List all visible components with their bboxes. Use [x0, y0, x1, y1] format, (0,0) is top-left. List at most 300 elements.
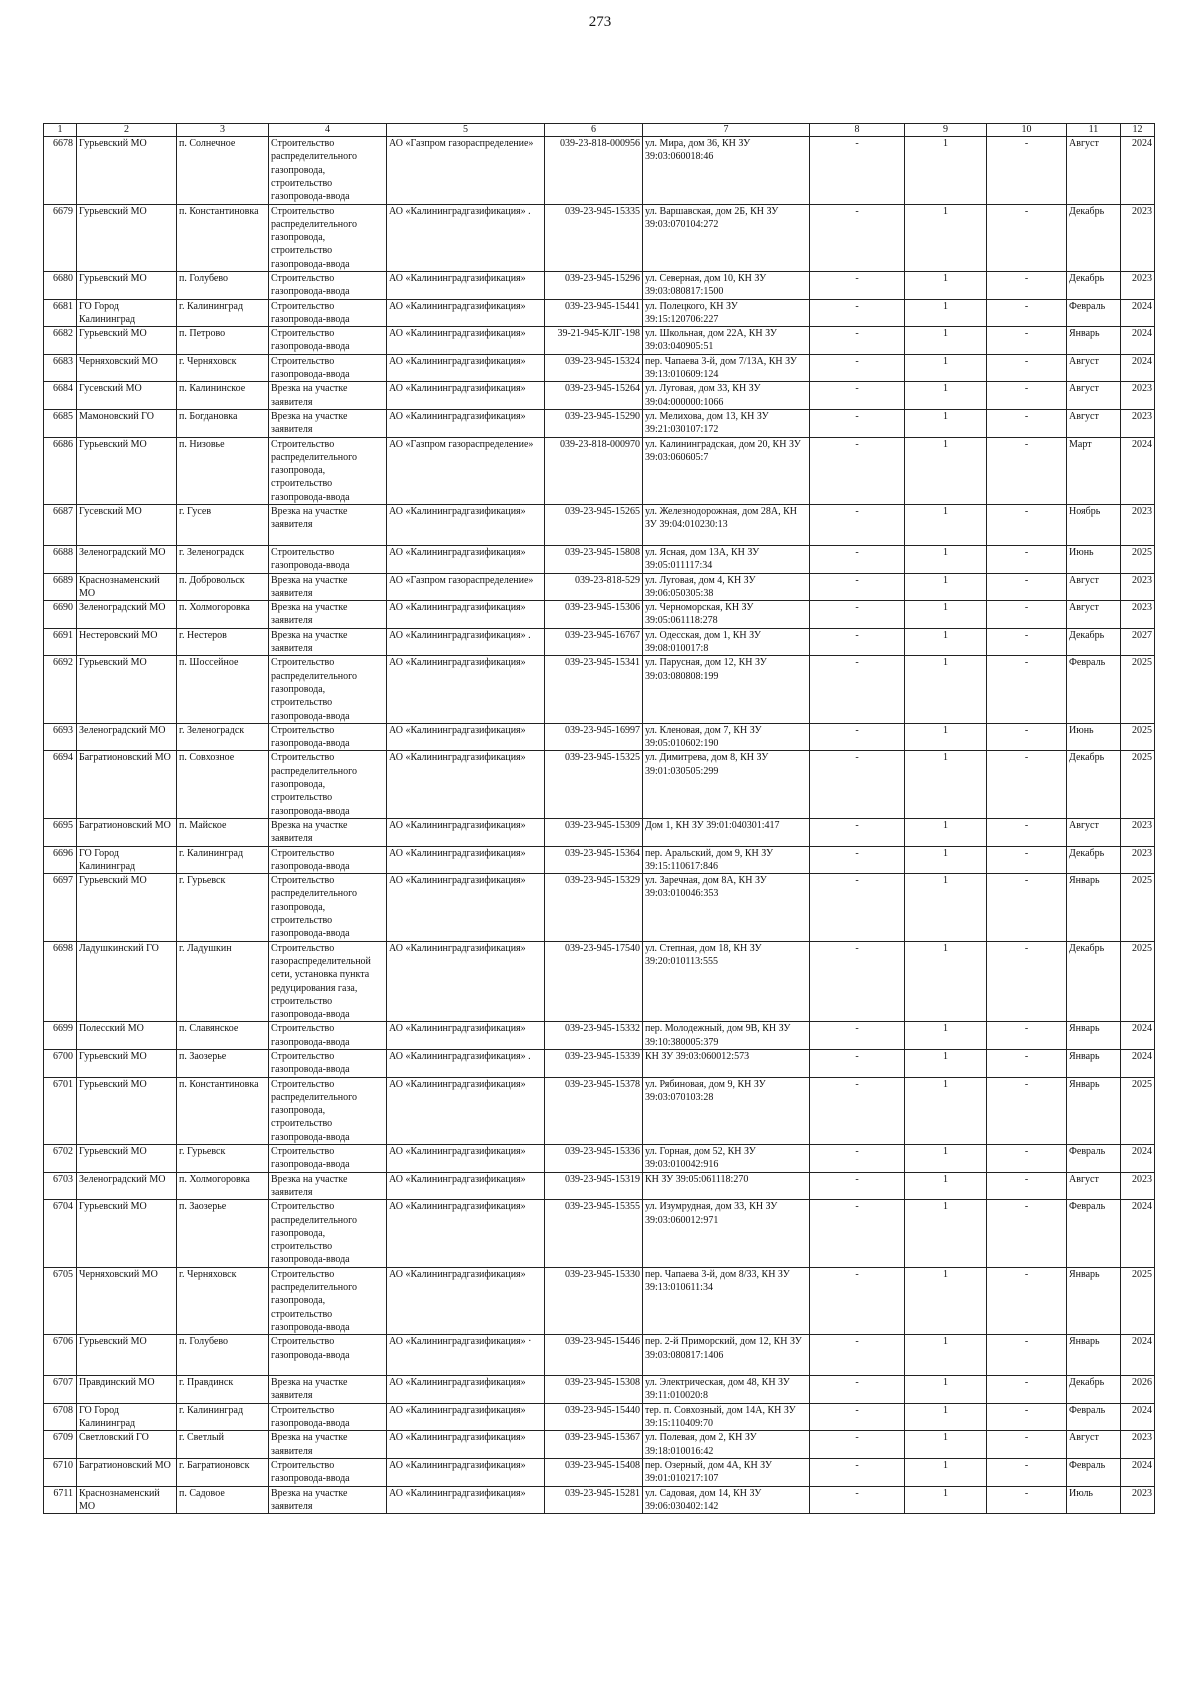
col9-cell: 1: [905, 573, 987, 601]
municipality-cell: Гурьевский МО: [77, 137, 177, 205]
col8-cell: -: [810, 1267, 905, 1335]
address-cell: ул. Садовая, дом 14, КН ЗУ 39:06:030402:142: [643, 1486, 810, 1514]
application-number-cell: 039-23-945-15446: [545, 1335, 643, 1376]
address-cell: ул. Одесская, дом 1, КН ЗУ 39:08:010017:8: [643, 628, 810, 656]
organization-cell: АО «Калининградгазификация»: [387, 846, 545, 874]
col9-cell: 1: [905, 1335, 987, 1376]
year-cell: 2024: [1121, 1200, 1155, 1268]
application-number-cell: 039-23-945-15281: [545, 1486, 643, 1514]
col9-cell: 1: [905, 437, 987, 505]
col8-cell: -: [810, 204, 905, 272]
col9-cell: 1: [905, 409, 987, 437]
month-cell: Январь: [1067, 1267, 1121, 1335]
col8-cell: -: [810, 573, 905, 601]
column-header: 7: [643, 124, 810, 137]
application-number-cell: 039-23-945-17540: [545, 941, 643, 1022]
page-number: 273: [588, 14, 612, 30]
row-number-cell: 6709: [44, 1431, 77, 1459]
year-cell: 2023: [1121, 1172, 1155, 1200]
address-cell: ул. Луговая, дом 4, КН ЗУ 39:06:050305:38: [643, 573, 810, 601]
application-number-cell: 039-23-945-15296: [545, 272, 643, 300]
table-row: [44, 573, 1155, 601]
col10-cell: -: [987, 1403, 1067, 1431]
organization-cell: АО «Газпром газораспределение»: [387, 573, 545, 601]
settlement-cell: г. Гусев: [177, 505, 269, 546]
table-row: [44, 751, 1155, 819]
year-cell: 2025: [1121, 941, 1155, 1022]
organization-cell: АО «Калининградгазификация»: [387, 1145, 545, 1173]
col10-cell: -: [987, 656, 1067, 724]
settlement-cell: п. Богдановка: [177, 409, 269, 437]
gasification-table: [43, 123, 1155, 1514]
col8-cell: -: [810, 1376, 905, 1404]
row-number-cell: 6692: [44, 656, 77, 724]
year-cell: 2025: [1121, 656, 1155, 724]
month-cell: Февраль: [1067, 1145, 1121, 1173]
col8-cell: -: [810, 1335, 905, 1376]
table-row: [44, 272, 1155, 300]
col10-cell: -: [987, 409, 1067, 437]
municipality-cell: Гурьевский МО: [77, 1145, 177, 1173]
col8-cell: -: [810, 327, 905, 355]
organization-cell: АО «Калининградгазификация»: [387, 874, 545, 942]
table-row: [44, 437, 1155, 505]
year-cell: 2025: [1121, 723, 1155, 751]
table-row: [44, 1486, 1155, 1514]
application-number-cell: 039-23-945-16997: [545, 723, 643, 751]
application-number-cell: 039-23-945-15319: [545, 1172, 643, 1200]
row-number-cell: 6693: [44, 723, 77, 751]
row-number-cell: 6705: [44, 1267, 77, 1335]
settlement-cell: г. Гурьевск: [177, 1145, 269, 1173]
address-cell: пер. 2-й Приморский, дом 12, КН ЗУ 39:03:080817:1406: [643, 1335, 810, 1376]
application-number-cell: 039-23-945-15330: [545, 1267, 643, 1335]
municipality-cell: Мамоновский ГО: [77, 409, 177, 437]
year-cell: 2023: [1121, 409, 1155, 437]
col8-cell: -: [810, 818, 905, 846]
table-row: [44, 941, 1155, 1022]
col9-cell: 1: [905, 1145, 987, 1173]
work-type-cell: Строительство газопровода-ввода: [269, 545, 387, 573]
organization-cell: АО «Калининградгазификация»: [387, 545, 545, 573]
work-type-cell: Строительство распределительного газопровода, строительство газопровода-ввода: [269, 1200, 387, 1268]
row-number-cell: 6711: [44, 1486, 77, 1514]
col10-cell: -: [987, 1077, 1067, 1145]
address-cell: пер. Молодежный, дом 9В, КН ЗУ 39:10:380005:379: [643, 1022, 810, 1050]
month-cell: Август: [1067, 1172, 1121, 1200]
year-cell: 2023: [1121, 601, 1155, 629]
col10-cell: -: [987, 1267, 1067, 1335]
table-row: [44, 1403, 1155, 1431]
address-cell: ул. Варшавская, дом 2Б, КН ЗУ 39:03:070104:272: [643, 204, 810, 272]
row-number-cell: 6704: [44, 1200, 77, 1268]
address-cell: ул. Луговая, дом 33, КН ЗУ 39:04:000000:1066: [643, 382, 810, 410]
month-cell: Июль: [1067, 1486, 1121, 1514]
settlement-cell: г. Черняховск: [177, 354, 269, 382]
col8-cell: -: [810, 1145, 905, 1173]
address-cell: ул. Кленовая, дом 7, КН ЗУ 39:05:010602:190: [643, 723, 810, 751]
application-number-cell: 039-23-945-15264: [545, 382, 643, 410]
table-row: [44, 1145, 1155, 1173]
address-cell: ул. Парусная, дом 12, КН ЗУ 39:03:080808:199: [643, 656, 810, 724]
settlement-cell: п. Константиновка: [177, 1077, 269, 1145]
settlement-cell: г. Правдинск: [177, 1376, 269, 1404]
application-number-cell: 039-23-818-529: [545, 573, 643, 601]
organization-cell: АО «Калининградгазификация»: [387, 1200, 545, 1268]
application-number-cell: 039-23-945-15332: [545, 1022, 643, 1050]
month-cell: Январь: [1067, 874, 1121, 942]
row-number-cell: 6678: [44, 137, 77, 205]
table-row: [44, 1335, 1155, 1376]
table-row: [44, 137, 1155, 205]
table-row: [44, 1200, 1155, 1268]
col10-cell: -: [987, 299, 1067, 327]
address-cell: ул. Железнодорожная, дом 28А, КН ЗУ 39:04:010230:13: [643, 505, 810, 546]
municipality-cell: Зеленоградский МО: [77, 545, 177, 573]
year-cell: 2024: [1121, 137, 1155, 205]
application-number-cell: 039-23-818-000970: [545, 437, 643, 505]
work-type-cell: Строительство газораспределительной сети, установка пункта редуцирования газа, строительство газопровода-ввода: [269, 941, 387, 1022]
col10-cell: -: [987, 327, 1067, 355]
month-cell: Декабрь: [1067, 272, 1121, 300]
municipality-cell: Краснознаменский МО: [77, 573, 177, 601]
col9-cell: 1: [905, 1267, 987, 1335]
application-number-cell: 039-23-945-15367: [545, 1431, 643, 1459]
year-cell: 2024: [1121, 299, 1155, 327]
settlement-cell: г. Калининград: [177, 299, 269, 327]
settlement-cell: п. Низовье: [177, 437, 269, 505]
table-row: [44, 1431, 1155, 1459]
table-row: [44, 505, 1155, 546]
column-header: 3: [177, 124, 269, 137]
col10-cell: -: [987, 941, 1067, 1022]
col9-cell: 1: [905, 1022, 987, 1050]
column-header: 4: [269, 124, 387, 137]
municipality-cell: Гурьевский МО: [77, 437, 177, 505]
address-cell: ул. Черноморская, КН ЗУ 39:05:061118:278: [643, 601, 810, 629]
column-header: 2: [77, 124, 177, 137]
municipality-cell: ГО Город Калининград: [77, 1403, 177, 1431]
organization-cell: АО «Калининградгазификация» .: [387, 628, 545, 656]
application-number-cell: 039-23-945-15341: [545, 656, 643, 724]
year-cell: 2025: [1121, 751, 1155, 819]
row-number-cell: 6707: [44, 1376, 77, 1404]
table-row: [44, 1267, 1155, 1335]
month-cell: Январь: [1067, 1335, 1121, 1376]
table-row: [44, 628, 1155, 656]
municipality-cell: Краснознаменский МО: [77, 1486, 177, 1514]
address-cell: ул. Северная, дом 10, КН ЗУ 39:03:080817:1500: [643, 272, 810, 300]
year-cell: 2024: [1121, 1022, 1155, 1050]
year-cell: 2024: [1121, 437, 1155, 505]
row-number-cell: 6697: [44, 874, 77, 942]
col8-cell: -: [810, 628, 905, 656]
year-cell: 2024: [1121, 1458, 1155, 1486]
municipality-cell: Нестеровский МО: [77, 628, 177, 656]
col10-cell: -: [987, 354, 1067, 382]
col9-cell: 1: [905, 1050, 987, 1078]
table-row: [44, 656, 1155, 724]
col9-cell: 1: [905, 1200, 987, 1268]
application-number-cell: 039-23-945-15306: [545, 601, 643, 629]
col10-cell: -: [987, 1335, 1067, 1376]
work-type-cell: Врезка на участке заявителя: [269, 505, 387, 546]
application-number-cell: 039-23-945-15378: [545, 1077, 643, 1145]
col9-cell: 1: [905, 299, 987, 327]
col8-cell: -: [810, 1077, 905, 1145]
organization-cell: АО «Калининградгазификация» .: [387, 1050, 545, 1078]
address-cell: пер. Аральский, дом 9, КН ЗУ 39:15:110617:846: [643, 846, 810, 874]
address-cell: ул. Мелихова, дом 13, КН ЗУ 39:21:030107:172: [643, 409, 810, 437]
year-cell: 2025: [1121, 1077, 1155, 1145]
header-row: [44, 124, 1155, 137]
month-cell: Январь: [1067, 327, 1121, 355]
col10-cell: -: [987, 437, 1067, 505]
col8-cell: -: [810, 1172, 905, 1200]
year-cell: 2026: [1121, 1376, 1155, 1404]
organization-cell: АО «Калининградгазификация»: [387, 505, 545, 546]
settlement-cell: п. Совхозное: [177, 751, 269, 819]
month-cell: Февраль: [1067, 1458, 1121, 1486]
settlement-cell: п. Заозерье: [177, 1050, 269, 1078]
application-number-cell: 039-23-945-15335: [545, 204, 643, 272]
year-cell: 2025: [1121, 874, 1155, 942]
work-type-cell: Строительство газопровода-ввода: [269, 1145, 387, 1173]
address-cell: ул. Калининградская, дом 20, КН ЗУ 39:03:060605:7: [643, 437, 810, 505]
organization-cell: АО «Калининградгазификация»: [387, 1077, 545, 1145]
row-number-cell: 6694: [44, 751, 77, 819]
organization-cell: АО «Калининградгазификация»: [387, 751, 545, 819]
organization-cell: АО «Калининградгазификация»: [387, 1022, 545, 1050]
row-number-cell: 6684: [44, 382, 77, 410]
month-cell: Июнь: [1067, 545, 1121, 573]
address-cell: ул. Электрическая, дом 48, КН ЗУ 39:11:010020:8: [643, 1376, 810, 1404]
month-cell: Декабрь: [1067, 941, 1121, 1022]
table-row: [44, 327, 1155, 355]
col9-cell: 1: [905, 874, 987, 942]
municipality-cell: ГО Город Калининград: [77, 299, 177, 327]
application-number-cell: 039-23-945-15324: [545, 354, 643, 382]
month-cell: Март: [1067, 437, 1121, 505]
col8-cell: -: [810, 1486, 905, 1514]
organization-cell: АО «Калининградгазификация» ·: [387, 1335, 545, 1376]
col8-cell: -: [810, 437, 905, 505]
settlement-cell: г. Гурьевск: [177, 874, 269, 942]
column-header: 6: [545, 124, 643, 137]
work-type-cell: Строительство распределительного газопровода, строительство газопровода-ввода: [269, 1267, 387, 1335]
col9-cell: 1: [905, 656, 987, 724]
table-row: [44, 1077, 1155, 1145]
application-number-cell: 039-23-945-15290: [545, 409, 643, 437]
col9-cell: 1: [905, 1431, 987, 1459]
col8-cell: -: [810, 723, 905, 751]
municipality-cell: Черняховский МО: [77, 354, 177, 382]
table-row: [44, 354, 1155, 382]
organization-cell: АО «Газпром газораспределение»: [387, 137, 545, 205]
organization-cell: АО «Калининградгазификация»: [387, 382, 545, 410]
settlement-cell: г. Багратионовск: [177, 1458, 269, 1486]
col9-cell: 1: [905, 327, 987, 355]
settlement-cell: п. Холмогоровка: [177, 601, 269, 629]
col9-cell: 1: [905, 846, 987, 874]
organization-cell: АО «Калининградгазификация»: [387, 1376, 545, 1404]
settlement-cell: г. Зеленоградск: [177, 545, 269, 573]
col9-cell: 1: [905, 723, 987, 751]
month-cell: Август: [1067, 818, 1121, 846]
settlement-cell: п. Солнечное: [177, 137, 269, 205]
organization-cell: АО «Калининградгазификация»: [387, 818, 545, 846]
work-type-cell: Строительство распределительного газопровода, строительство газопровода-ввода: [269, 204, 387, 272]
work-type-cell: Врезка на участке заявителя: [269, 573, 387, 601]
municipality-cell: Гурьевский МО: [77, 204, 177, 272]
work-type-cell: Врезка на участке заявителя: [269, 1431, 387, 1459]
application-number-cell: 039-23-945-15808: [545, 545, 643, 573]
col10-cell: -: [987, 1145, 1067, 1173]
work-type-cell: Врезка на участке заявителя: [269, 1486, 387, 1514]
col8-cell: -: [810, 941, 905, 1022]
col10-cell: -: [987, 272, 1067, 300]
col9-cell: 1: [905, 382, 987, 410]
col8-cell: -: [810, 409, 905, 437]
row-number-cell: 6679: [44, 204, 77, 272]
address-cell: КН ЗУ 39:05:061118:270: [643, 1172, 810, 1200]
col10-cell: -: [987, 846, 1067, 874]
column-header: 5: [387, 124, 545, 137]
year-cell: 2024: [1121, 1403, 1155, 1431]
municipality-cell: Багратионовский МО: [77, 1458, 177, 1486]
row-number-cell: 6682: [44, 327, 77, 355]
settlement-cell: г. Нестеров: [177, 628, 269, 656]
col10-cell: -: [987, 1200, 1067, 1268]
work-type-cell: Строительство распределительного газопровода, строительство газопровода-ввода: [269, 137, 387, 205]
municipality-cell: Зеленоградский МО: [77, 723, 177, 751]
organization-cell: АО «Калининградгазификация»: [387, 723, 545, 751]
col9-cell: 1: [905, 545, 987, 573]
month-cell: Декабрь: [1067, 204, 1121, 272]
work-type-cell: Врезка на участке заявителя: [269, 1172, 387, 1200]
year-cell: 2025: [1121, 1267, 1155, 1335]
municipality-cell: Гусевский МО: [77, 505, 177, 546]
table-row: [44, 874, 1155, 942]
month-cell: Ноябрь: [1067, 505, 1121, 546]
col10-cell: -: [987, 505, 1067, 546]
settlement-cell: п. Садовое: [177, 1486, 269, 1514]
municipality-cell: Гурьевский МО: [77, 656, 177, 724]
year-cell: 2023: [1121, 573, 1155, 601]
col8-cell: -: [810, 1022, 905, 1050]
organization-cell: АО «Калининградгазификация»: [387, 409, 545, 437]
col9-cell: 1: [905, 628, 987, 656]
col10-cell: -: [987, 545, 1067, 573]
year-cell: 2023: [1121, 272, 1155, 300]
table-row: [44, 299, 1155, 327]
month-cell: Июнь: [1067, 723, 1121, 751]
table-row: [44, 204, 1155, 272]
organization-cell: АО «Калининградгазификация»: [387, 1458, 545, 1486]
month-cell: Февраль: [1067, 1200, 1121, 1268]
address-cell: ул. Горная, дом 52, КН ЗУ 39:03:010042:916: [643, 1145, 810, 1173]
settlement-cell: п. Петрово: [177, 327, 269, 355]
month-cell: Август: [1067, 1431, 1121, 1459]
row-number-cell: 6710: [44, 1458, 77, 1486]
col9-cell: 1: [905, 1077, 987, 1145]
settlement-cell: п. Добровольск: [177, 573, 269, 601]
work-type-cell: Строительство распределительного газопровода, строительство газопровода-ввода: [269, 656, 387, 724]
year-cell: 2023: [1121, 846, 1155, 874]
application-number-cell: 039-23-945-15265: [545, 505, 643, 546]
month-cell: Январь: [1067, 1050, 1121, 1078]
organization-cell: АО «Калининградгазификация»: [387, 327, 545, 355]
month-cell: Февраль: [1067, 1403, 1121, 1431]
table-row: [44, 846, 1155, 874]
organization-cell: АО «Газпром газораспределение»: [387, 437, 545, 505]
row-number-cell: 6701: [44, 1077, 77, 1145]
col8-cell: -: [810, 1050, 905, 1078]
table-row: [44, 1458, 1155, 1486]
table-row: [44, 409, 1155, 437]
row-number-cell: 6696: [44, 846, 77, 874]
month-cell: Август: [1067, 409, 1121, 437]
col8-cell: -: [810, 272, 905, 300]
column-header: 1: [44, 124, 77, 137]
col8-cell: -: [810, 299, 905, 327]
col9-cell: 1: [905, 1458, 987, 1486]
municipality-cell: Гурьевский МО: [77, 272, 177, 300]
col10-cell: -: [987, 137, 1067, 205]
address-cell: ул. Изумрудная, дом 33, КН ЗУ 39:03:060012:971: [643, 1200, 810, 1268]
col9-cell: 1: [905, 1376, 987, 1404]
year-cell: 2023: [1121, 1431, 1155, 1459]
work-type-cell: Врезка на участке заявителя: [269, 628, 387, 656]
application-number-cell: 039-23-945-16767: [545, 628, 643, 656]
work-type-cell: Строительство газопровода-ввода: [269, 1458, 387, 1486]
work-type-cell: Строительство газопровода-ввода: [269, 1403, 387, 1431]
col8-cell: -: [810, 1431, 905, 1459]
table-row: [44, 601, 1155, 629]
table-row: [44, 1050, 1155, 1078]
work-type-cell: Строительство газопровода-ввода: [269, 1335, 387, 1376]
col8-cell: -: [810, 1200, 905, 1268]
table-row: [44, 1022, 1155, 1050]
work-type-cell: Строительство газопровода-ввода: [269, 354, 387, 382]
table-row: [44, 545, 1155, 573]
col8-cell: -: [810, 1403, 905, 1431]
col9-cell: 1: [905, 1403, 987, 1431]
month-cell: Январь: [1067, 1022, 1121, 1050]
month-cell: Август: [1067, 382, 1121, 410]
settlement-cell: г. Черняховск: [177, 1267, 269, 1335]
row-number-cell: 6702: [44, 1145, 77, 1173]
organization-cell: АО «Калининградгазификация»: [387, 1403, 545, 1431]
municipality-cell: Зеленоградский МО: [77, 1172, 177, 1200]
application-number-cell: 039-23-945-15364: [545, 846, 643, 874]
col8-cell: -: [810, 545, 905, 573]
row-number-cell: 6687: [44, 505, 77, 546]
col8-cell: -: [810, 137, 905, 205]
work-type-cell: Врезка на участке заявителя: [269, 601, 387, 629]
year-cell: 2025: [1121, 545, 1155, 573]
row-number-cell: 6681: [44, 299, 77, 327]
col8-cell: -: [810, 874, 905, 942]
month-cell: Август: [1067, 573, 1121, 601]
column-header: 11: [1067, 124, 1121, 137]
application-number-cell: 039-23-945-15339: [545, 1050, 643, 1078]
application-number-cell: 039-23-818-000956: [545, 137, 643, 205]
settlement-cell: п. Голубево: [177, 272, 269, 300]
col8-cell: -: [810, 354, 905, 382]
year-cell: 2023: [1121, 505, 1155, 546]
organization-cell: АО «Калининградгазификация»: [387, 1172, 545, 1200]
